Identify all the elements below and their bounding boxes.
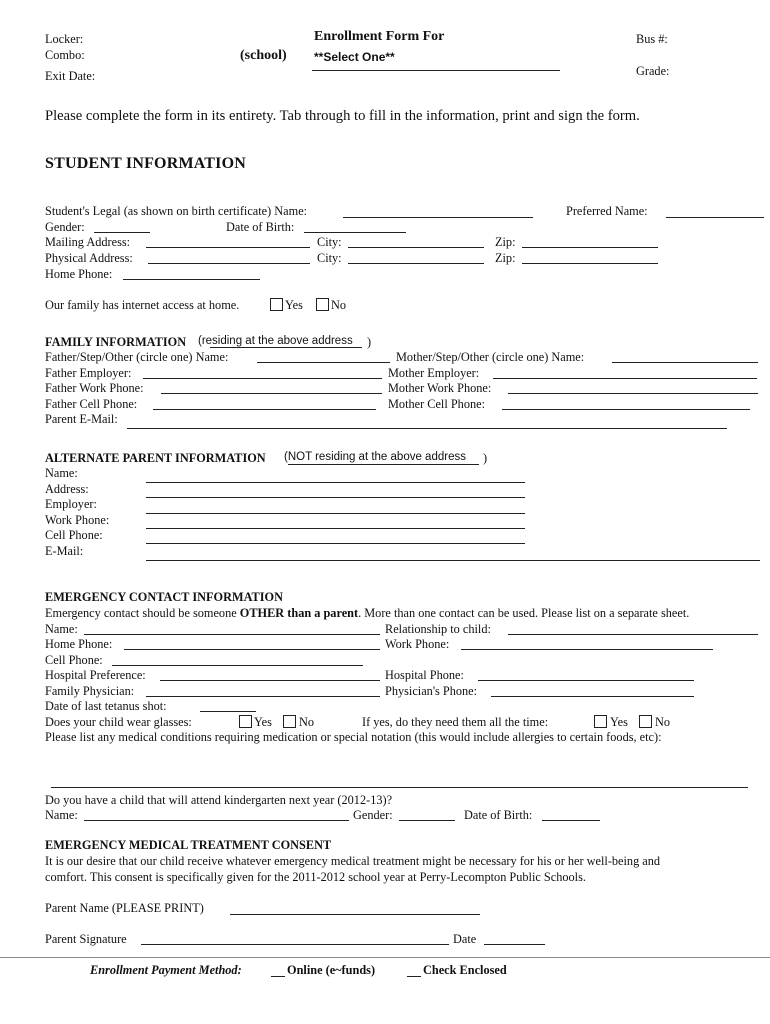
- kg-gender-label: Gender:: [353, 808, 393, 822]
- alt-address-field[interactable]: [146, 497, 525, 498]
- preferred-name-field[interactable]: [666, 217, 764, 218]
- gender-field[interactable]: [94, 232, 150, 233]
- alt-cell-field[interactable]: [146, 543, 525, 544]
- mother-cell-label: Mother Cell Phone:: [388, 397, 486, 411]
- kg-gender-field[interactable]: [399, 820, 455, 821]
- gender-label: Gender:: [45, 220, 85, 234]
- home-phone-label: Home Phone:: [45, 267, 113, 281]
- internet-yes-label: Yes: [285, 298, 303, 312]
- city-field[interactable]: [348, 247, 484, 248]
- hospital-phone-field[interactable]: [478, 680, 694, 681]
- alt-work-field[interactable]: [146, 528, 525, 529]
- footer-divider: [0, 957, 770, 958]
- signature-date-label: Date: [453, 932, 477, 946]
- physical-label: Physical Address:: [45, 251, 133, 265]
- parent-signature-field[interactable]: [141, 944, 449, 945]
- em-home-field[interactable]: [124, 649, 380, 650]
- physician-phone-field[interactable]: [491, 696, 694, 697]
- school-select[interactable]: **Select One**: [314, 50, 395, 64]
- em-work-field[interactable]: [461, 649, 713, 650]
- emergency-note-a: Emergency contact should be someone: [45, 606, 240, 620]
- em-home-label: Home Phone:: [45, 637, 113, 651]
- zip-label-2: Zip:: [495, 251, 516, 265]
- form-title: Enrollment Form For: [314, 29, 445, 44]
- mother-employer-label: Mother Employer:: [388, 366, 480, 380]
- family-heading: FAMILY INFORMATION: [45, 335, 187, 349]
- exit-date-label: Exit Date:: [45, 69, 96, 83]
- em-name-label: Name:: [45, 622, 78, 636]
- consent-line-1: It is our desire that our child receive whatever emergency medical treatment might be necessary for his or her well-being and: [45, 854, 661, 868]
- hospital-pref-field[interactable]: [160, 680, 380, 681]
- alt-name-label: Name:: [45, 466, 78, 480]
- physician-phone-label: Physician's Phone:: [385, 684, 478, 698]
- parent-email-label: Parent E-Mail:: [45, 412, 118, 426]
- internet-no-checkbox[interactable]: [316, 298, 329, 311]
- all-time-yes-checkbox[interactable]: [594, 715, 607, 728]
- alt-email-label: E-Mail:: [45, 544, 84, 558]
- dob-field[interactable]: [304, 232, 406, 233]
- emergency-note-c: . More than one contact can be used. Please list on a separate sheet.: [358, 606, 690, 620]
- mother-name-label: Mother/Step/Other (circle one) Name:: [396, 350, 585, 364]
- physical-field[interactable]: [148, 263, 310, 264]
- tetanus-label: Date of last tetanus shot:: [45, 699, 167, 713]
- parent-email-field[interactable]: [127, 428, 727, 429]
- alternate-note-underline: [288, 464, 479, 465]
- emergency-heading: EMERGENCY CONTACT INFORMATION: [45, 590, 283, 604]
- family-residing-underline: [210, 347, 362, 348]
- medical-label: Please list any medical conditions requiring medication or special notation (this would include allergies to certain foods, etc):: [45, 730, 662, 744]
- father-name-field[interactable]: [257, 362, 390, 363]
- mother-name-field[interactable]: [612, 362, 758, 363]
- father-cell-label: Father Cell Phone:: [45, 397, 138, 411]
- payment-online-label: Online (e~funds): [287, 963, 376, 977]
- city-field-2[interactable]: [348, 263, 484, 264]
- consent-line-2: comfort. This consent is specifically given for the 2011-2012 school year at Perry-Lecompton Public Schools.: [45, 870, 586, 884]
- parent-signature-label: Parent Signature: [45, 932, 127, 946]
- father-employer-field[interactable]: [143, 378, 382, 379]
- glasses-no-label: No: [299, 715, 315, 729]
- consent-heading: EMERGENCY MEDICAL TREATMENT CONSENT: [45, 838, 332, 852]
- family-residing-close: ): [367, 335, 372, 349]
- tetanus-field[interactable]: [200, 711, 256, 712]
- alternate-note-close: ): [483, 451, 488, 465]
- zip-field[interactable]: [522, 247, 658, 248]
- internet-label: Our family has internet access at home.: [45, 298, 240, 312]
- parent-name-field[interactable]: [230, 914, 480, 915]
- kindergarten-question: Do you have a child that will attend kindergarten next year (2012-13)?: [45, 793, 393, 807]
- alternate-not-residing-note: (NOT residing at the above address: [284, 451, 466, 463]
- payment-label: Enrollment Payment Method:: [90, 963, 242, 977]
- mother-work-label: Mother Work Phone:: [388, 381, 492, 395]
- emergency-note-b: OTHER than a parent: [239, 606, 359, 620]
- father-cell-field[interactable]: [153, 409, 376, 410]
- signature-date-field[interactable]: [484, 944, 545, 945]
- glasses-label: Does your child wear glasses:: [45, 715, 192, 729]
- father-name-label: Father/Step/Other (circle one) Name:: [45, 350, 229, 364]
- alt-address-label: Address:: [45, 482, 89, 496]
- all-time-label: If yes, do they need them all the time:: [362, 715, 549, 729]
- kg-dob-label: Date of Birth:: [464, 808, 533, 822]
- legal-name-label: Student's Legal (as shown on birth certificate) Name:: [45, 204, 308, 218]
- father-employer-label: Father Employer:: [45, 366, 132, 380]
- bus-label: Bus #:: [636, 32, 668, 46]
- glasses-yes-checkbox[interactable]: [239, 715, 252, 728]
- family-residing-note: (residing at the above address: [198, 335, 353, 347]
- physician-field[interactable]: [146, 696, 380, 697]
- zip-field-2[interactable]: [522, 263, 658, 264]
- city-label: City:: [317, 235, 342, 249]
- school-select-line: [312, 70, 560, 71]
- em-name-field[interactable]: [84, 634, 380, 635]
- all-time-yes-label: Yes: [610, 715, 628, 729]
- legal-name-field[interactable]: [343, 217, 533, 218]
- combo-label: Combo:: [45, 48, 85, 62]
- em-cell-field[interactable]: [112, 665, 363, 666]
- alt-employer-label: Employer:: [45, 497, 97, 511]
- glasses-no-checkbox[interactable]: [283, 715, 296, 728]
- city-label-2: City:: [317, 251, 342, 265]
- dob-label: Date of Birth:: [226, 220, 295, 234]
- hospital-phone-label: Hospital Phone:: [385, 668, 464, 682]
- em-relationship-field[interactable]: [508, 634, 758, 635]
- all-time-no-label: No: [655, 715, 671, 729]
- em-work-label: Work Phone:: [385, 637, 450, 651]
- kg-name-field[interactable]: [84, 820, 349, 821]
- alternate-heading: ALTERNATE PARENT INFORMATION: [45, 451, 266, 465]
- hospital-pref-label: Hospital Preference:: [45, 668, 146, 682]
- em-relationship-label: Relationship to child:: [385, 622, 491, 636]
- alt-employer-field[interactable]: [146, 513, 525, 514]
- mother-work-field[interactable]: [508, 393, 758, 394]
- glasses-yes-label: Yes: [254, 715, 272, 729]
- emergency-note: [45, 607, 689, 619]
- grade-label: Grade:: [636, 64, 670, 78]
- mother-cell-field[interactable]: [502, 409, 750, 410]
- physician-label: Family Physician:: [45, 684, 135, 698]
- home-phone-field[interactable]: [123, 279, 260, 280]
- school-label: (school): [240, 48, 287, 63]
- internet-yes-checkbox[interactable]: [270, 298, 283, 311]
- locker-label: Locker:: [45, 32, 84, 46]
- alt-name-field[interactable]: [146, 482, 525, 483]
- payment-check-label: Check Enclosed: [423, 963, 507, 977]
- kg-dob-field[interactable]: [542, 820, 600, 821]
- father-work-label: Father Work Phone:: [45, 381, 144, 395]
- kg-name-label: Name:: [45, 808, 78, 822]
- medical-field[interactable]: [51, 787, 748, 788]
- mailing-field[interactable]: [146, 247, 310, 248]
- payment-online-blank[interactable]: [271, 976, 285, 977]
- parent-name-label: Parent Name (PLEASE PRINT): [45, 901, 204, 915]
- father-work-field[interactable]: [161, 393, 382, 394]
- zip-label: Zip:: [495, 235, 516, 249]
- mother-employer-field[interactable]: [493, 378, 757, 379]
- em-cell-label: Cell Phone:: [45, 653, 103, 667]
- alt-work-label: Work Phone:: [45, 513, 110, 527]
- all-time-no-checkbox[interactable]: [639, 715, 652, 728]
- alt-cell-label: Cell Phone:: [45, 528, 103, 542]
- alt-email-field[interactable]: [146, 560, 760, 561]
- instructions: Please complete the form in its entirety. Tab through to fill in the information, print and sign the form.: [45, 108, 640, 124]
- student-heading: STUDENT INFORMATION: [45, 155, 247, 172]
- payment-check-blank[interactable]: [407, 976, 421, 977]
- mailing-label: Mailing Address:: [45, 235, 131, 249]
- preferred-name-label: Preferred Name:: [566, 204, 648, 218]
- internet-no-label: No: [331, 298, 347, 312]
